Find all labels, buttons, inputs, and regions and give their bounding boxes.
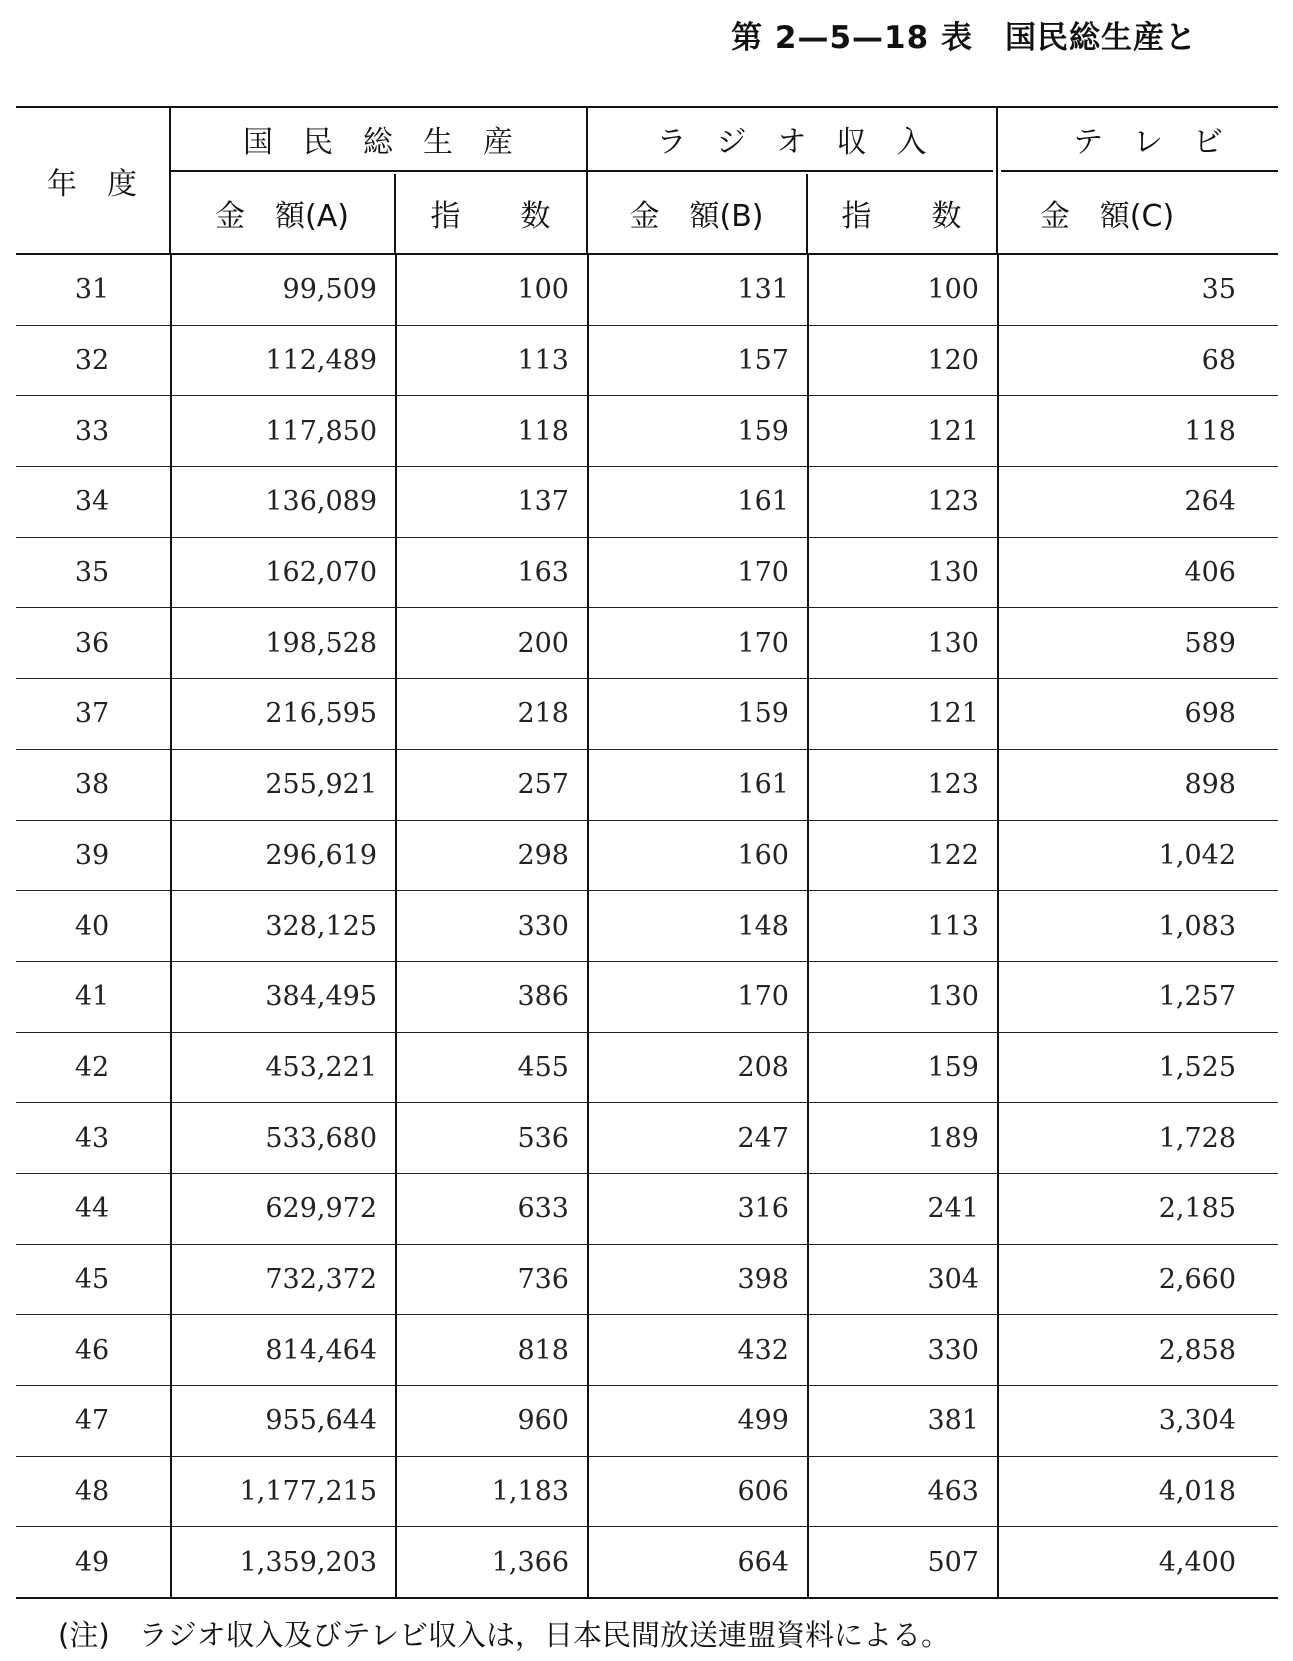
cell-b: 161 <box>587 467 807 537</box>
cell-ai: 1,183 <box>395 1457 587 1527</box>
table-row <box>16 679 1278 750</box>
data-table <box>16 106 1278 1599</box>
cell-ai: 163 <box>395 538 587 608</box>
cell-year: 33 <box>74 415 110 447</box>
table-row <box>16 538 1278 609</box>
cell-c: 2,858 <box>997 1315 1278 1385</box>
cell-b: 170 <box>587 962 807 1032</box>
footnote: (注) ラジオ収入及びテレビ収入は，日本民間放送連盟資料による。 <box>58 1618 951 1652</box>
cell-b: 247 <box>587 1103 807 1173</box>
header-tv: テ レ ビ <box>1073 125 1223 160</box>
cell-ai: 118 <box>395 396 587 466</box>
cell-ai: 113 <box>395 326 587 396</box>
cell-b: 432 <box>587 1315 807 1385</box>
cell-year: 35 <box>74 557 110 589</box>
cell-ai: 1,366 <box>395 1527 587 1597</box>
header-amount-b: 金 額(B) <box>629 198 764 234</box>
cell-b: 664 <box>587 1527 807 1597</box>
cell-ai: 137 <box>395 467 587 537</box>
cell-bi: 123 <box>807 467 997 537</box>
table-row <box>16 1527 1278 1597</box>
cell-c: 2,185 <box>997 1174 1278 1244</box>
cell-c: 264 <box>997 467 1278 537</box>
cell-bi: 130 <box>807 962 997 1032</box>
cell-a: 255,921 <box>170 750 395 820</box>
cell-year: 44 <box>74 1193 110 1225</box>
cell-a: 629,972 <box>170 1174 395 1244</box>
cell-b: 316 <box>587 1174 807 1244</box>
cell-b: 170 <box>587 608 807 678</box>
cell-a: 162,070 <box>170 538 395 608</box>
table-row <box>16 1103 1278 1174</box>
cell-c: 4,018 <box>997 1457 1278 1527</box>
cell-a: 216,595 <box>170 679 395 749</box>
header-index-b: 指 数 <box>841 198 962 234</box>
cell-b: 159 <box>587 679 807 749</box>
cell-ai: 257 <box>395 750 587 820</box>
header-gnp: 国 民 総 生 産 <box>243 125 513 160</box>
cell-b: 159 <box>587 396 807 466</box>
table-row <box>16 1245 1278 1316</box>
cell-b: 170 <box>587 538 807 608</box>
cell-bi: 304 <box>807 1245 997 1315</box>
table-row <box>16 1174 1278 1245</box>
table-row <box>16 1315 1278 1386</box>
cell-b: 398 <box>587 1245 807 1315</box>
cell-bi: 381 <box>807 1386 997 1456</box>
table-row <box>16 750 1278 821</box>
cell-ai: 818 <box>395 1315 587 1385</box>
cell-year: 34 <box>74 486 110 518</box>
cell-year: 31 <box>74 274 110 306</box>
cell-ai: 386 <box>395 962 587 1032</box>
cell-c: 118 <box>997 396 1278 466</box>
cell-bi: 463 <box>807 1457 997 1527</box>
cell-year: 39 <box>74 839 110 871</box>
cell-bi: 122 <box>807 821 997 891</box>
cell-bi: 123 <box>807 750 997 820</box>
cell-a: 453,221 <box>170 1033 395 1103</box>
header-amount-a: 金 額(A) <box>215 198 349 234</box>
header-amount-c: 金 額(C) <box>1039 198 1175 234</box>
header-year: 年 度 <box>47 166 137 202</box>
cell-b: 131 <box>587 255 807 325</box>
table-row <box>16 891 1278 962</box>
cell-b: 157 <box>587 326 807 396</box>
cell-ai: 736 <box>395 1245 587 1315</box>
table-row <box>16 467 1278 538</box>
cell-bi: 241 <box>807 1174 997 1244</box>
cell-b: 161 <box>587 750 807 820</box>
cell-a: 814,464 <box>170 1315 395 1385</box>
cell-c: 1,525 <box>997 1033 1278 1103</box>
table-row <box>16 1033 1278 1104</box>
cell-bi: 159 <box>807 1033 997 1103</box>
cell-a: 732,372 <box>170 1245 395 1315</box>
cell-bi: 130 <box>807 608 997 678</box>
table-row <box>16 962 1278 1033</box>
table-row <box>16 396 1278 467</box>
table-title: 第 2—5—18 表 国民総生産と <box>731 20 1197 56</box>
cell-ai: 330 <box>395 891 587 961</box>
cell-c: 1,257 <box>997 962 1278 1032</box>
cell-c: 1,728 <box>997 1103 1278 1173</box>
table-row <box>16 1386 1278 1457</box>
cell-year: 49 <box>74 1546 110 1578</box>
cell-a: 955,644 <box>170 1386 395 1456</box>
table-header <box>16 108 1278 255</box>
table-row <box>16 1457 1278 1528</box>
cell-year: 32 <box>74 345 110 377</box>
cell-b: 160 <box>587 821 807 891</box>
cell-a: 112,489 <box>170 326 395 396</box>
cell-year: 47 <box>74 1405 110 1437</box>
cell-ai: 960 <box>395 1386 587 1456</box>
table-row <box>16 608 1278 679</box>
cell-a: 1,359,203 <box>170 1527 395 1597</box>
cell-bi: 507 <box>807 1527 997 1597</box>
cell-ai: 100 <box>395 255 587 325</box>
cell-a: 384,495 <box>170 962 395 1032</box>
cell-b: 148 <box>587 891 807 961</box>
cell-c: 589 <box>997 608 1278 678</box>
cell-year: 40 <box>74 910 110 942</box>
cell-year: 43 <box>74 1122 110 1154</box>
cell-year: 41 <box>74 981 110 1013</box>
cell-ai: 455 <box>395 1033 587 1103</box>
cell-c: 3,304 <box>997 1386 1278 1456</box>
cell-ai: 218 <box>395 679 587 749</box>
cell-year: 37 <box>74 698 110 730</box>
cell-b: 606 <box>587 1457 807 1527</box>
cell-ai: 633 <box>395 1174 587 1244</box>
cell-bi: 130 <box>807 538 997 608</box>
cell-ai: 200 <box>395 608 587 678</box>
cell-c: 35 <box>997 255 1278 325</box>
cell-bi: 121 <box>807 679 997 749</box>
cell-a: 1,177,215 <box>170 1457 395 1527</box>
cell-a: 533,680 <box>170 1103 395 1173</box>
cell-c: 406 <box>997 538 1278 608</box>
cell-year: 42 <box>74 1051 110 1083</box>
cell-year: 46 <box>74 1334 110 1366</box>
header-radio: ラ ジ オ 収 入 <box>656 125 927 160</box>
table-row <box>16 326 1278 397</box>
cell-c: 698 <box>997 679 1278 749</box>
cell-bi: 120 <box>807 326 997 396</box>
cell-bi: 189 <box>807 1103 997 1173</box>
cell-year: 45 <box>74 1263 110 1295</box>
cell-c: 898 <box>997 750 1278 820</box>
cell-c: 4,400 <box>997 1527 1278 1597</box>
header-index-a: 指 数 <box>430 198 551 234</box>
table-row <box>16 255 1278 326</box>
cell-b: 499 <box>587 1386 807 1456</box>
cell-bi: 121 <box>807 396 997 466</box>
cell-a: 136,089 <box>170 467 395 537</box>
cell-a: 296,619 <box>170 821 395 891</box>
cell-bi: 113 <box>807 891 997 961</box>
table-row <box>16 821 1278 892</box>
cell-a: 198,528 <box>170 608 395 678</box>
cell-a: 99,509 <box>170 255 395 325</box>
cell-c: 1,083 <box>997 891 1278 961</box>
cell-a: 117,850 <box>170 396 395 466</box>
cell-c: 1,042 <box>997 821 1278 891</box>
cell-year: 36 <box>74 627 110 659</box>
cell-c: 68 <box>997 326 1278 396</box>
cell-c: 2,660 <box>997 1245 1278 1315</box>
cell-ai: 536 <box>395 1103 587 1173</box>
cell-bi: 100 <box>807 255 997 325</box>
cell-year: 48 <box>74 1476 110 1508</box>
cell-bi: 330 <box>807 1315 997 1385</box>
cell-year: 38 <box>74 769 110 801</box>
cell-ai: 298 <box>395 821 587 891</box>
cell-a: 328,125 <box>170 891 395 961</box>
cell-b: 208 <box>587 1033 807 1103</box>
table-body <box>16 255 1278 1597</box>
